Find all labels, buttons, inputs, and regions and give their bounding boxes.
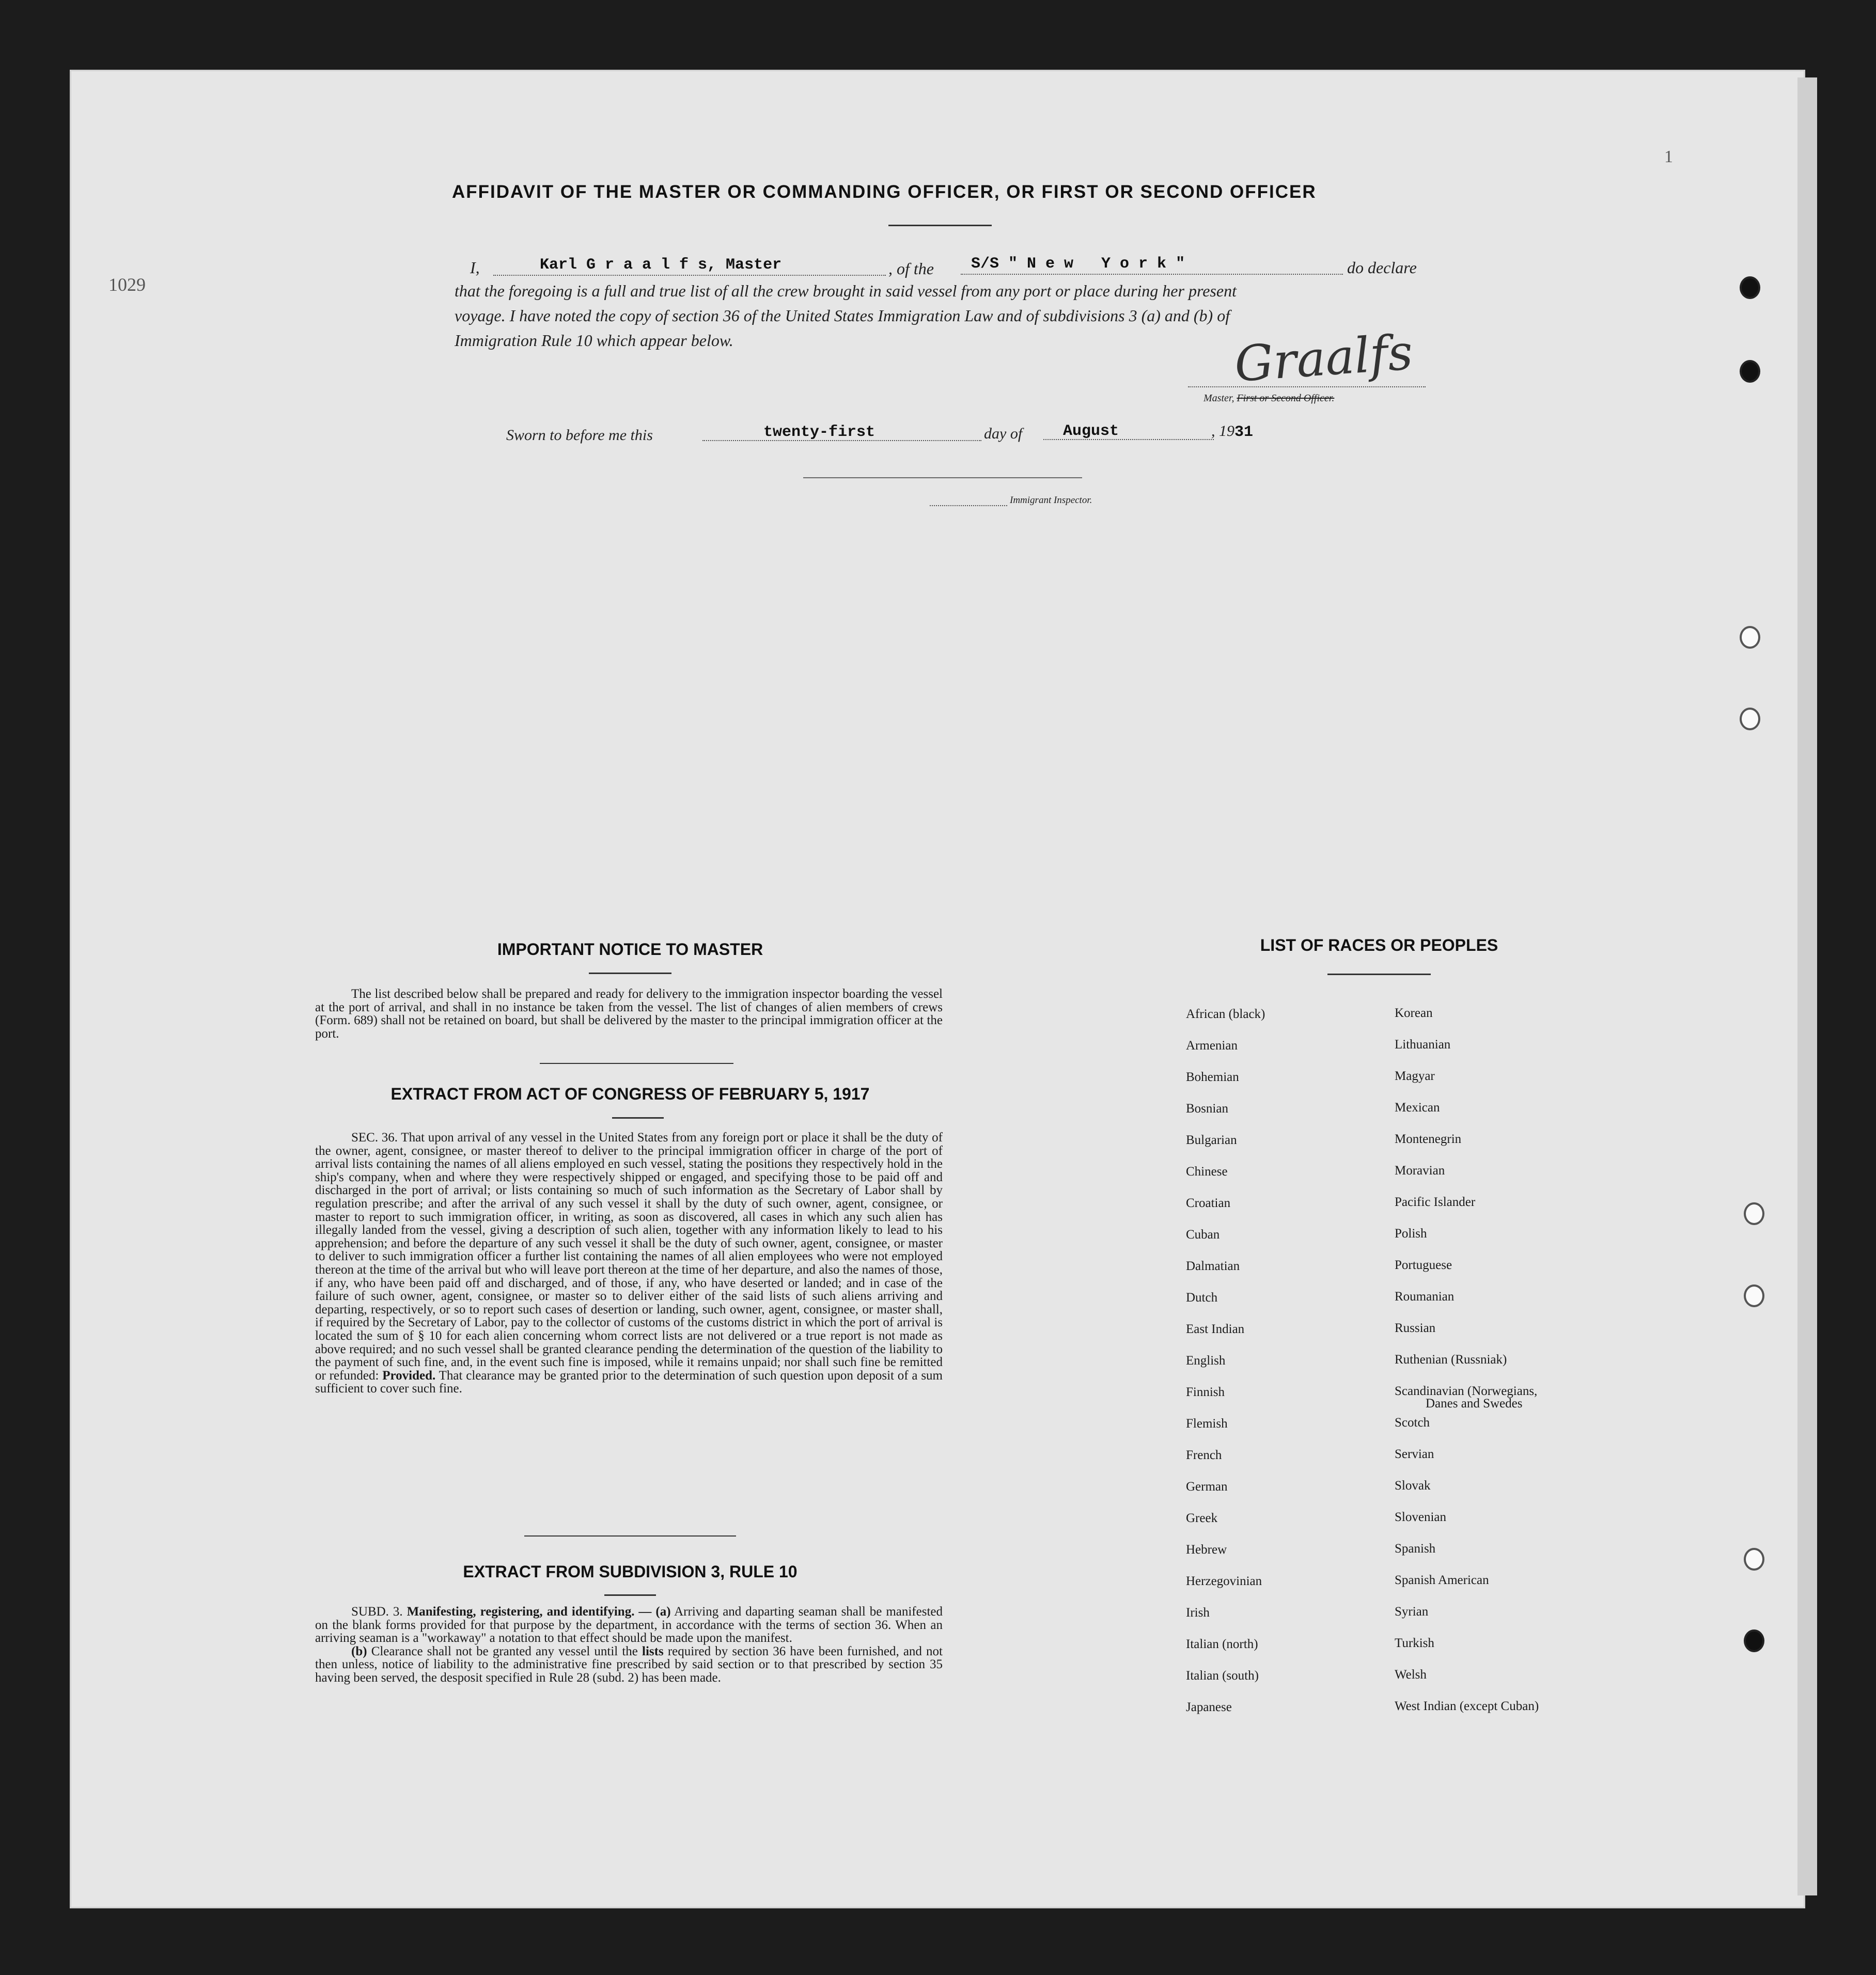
race-left-8: Cuban bbox=[1186, 1228, 1220, 1242]
race-left-7: Croatian bbox=[1186, 1196, 1231, 1210]
race-right-19: Spanish American bbox=[1395, 1573, 1489, 1587]
affidavit-line-3: voyage. I have noted the copy of section 36 of the United States Immigration Law and of subdivisions 3 (a) and (b) of bbox=[455, 306, 1230, 325]
corner-mark: 1 bbox=[1664, 147, 1673, 166]
notice-body bbox=[315, 988, 943, 1040]
notice-title: IMPORTANT NOTICE TO MASTER bbox=[497, 940, 763, 959]
race-right-15: Servian bbox=[1395, 1447, 1434, 1461]
year-prefix: , 19 bbox=[1211, 422, 1234, 440]
rule-subd-label: SUBD. 3. bbox=[351, 1605, 403, 1619]
section-divider bbox=[540, 1063, 733, 1064]
notice-text: The list described below shall be prepared and ready for delivery to the immigration inspector boarding the vessel at the port of arrival, and shall in no instance be taken from the vessel. The list of changes of alien members of crews (Form. 689) shall not be retained on board, but shall be delivered by the master to the principal immigration officer at the port. bbox=[315, 987, 943, 1041]
binder-hole bbox=[1744, 1629, 1764, 1652]
year-field: 31 bbox=[1234, 424, 1254, 441]
race-left-22: Italian (south) bbox=[1186, 1669, 1259, 1683]
sworn-prefix: Sworn to before me this bbox=[506, 427, 653, 444]
rule-subd-b-text-2: required by section 36 have been furnished, and not then unless, notice of liability to the administrative fine prescribed by said section or to that prescribed by section 35 having been served, the desposit specified in Rule 28 (subd. 2) has been made. bbox=[315, 1644, 943, 1685]
race-right-2: Lithuanian bbox=[1395, 1038, 1451, 1052]
margin-stamp-number: 1029 bbox=[108, 274, 146, 295]
affidavit-line-2: that the foregoing is a full and true list of all the crew brought in said vessel from any port or place during her present bbox=[455, 281, 1237, 300]
race-right-14: Scotch bbox=[1395, 1416, 1430, 1430]
signature-caption bbox=[1203, 393, 1334, 404]
race-right-20: Syrian bbox=[1395, 1605, 1429, 1619]
affidavit-i: I, bbox=[470, 258, 480, 277]
race-right-13-cont: Danes and Swedes bbox=[1426, 1397, 1523, 1410]
sworn-month-line bbox=[1043, 439, 1214, 440]
race-left-14: Flemish bbox=[1186, 1417, 1228, 1431]
race-left-6: Chinese bbox=[1186, 1165, 1228, 1179]
race-right-1: Korean bbox=[1395, 1006, 1433, 1020]
binder-hole bbox=[1740, 626, 1760, 649]
sworn-month-field: August bbox=[1063, 422, 1119, 440]
races-title: LIST OF RACES OR PEOPLES bbox=[1260, 936, 1498, 954]
affidavit-title: AFFIDAVIT OF THE MASTER OR COMMANDING OFFICER, OR FIRST OR SECOND OFFICER bbox=[452, 182, 1317, 202]
race-right-16: Slovak bbox=[1395, 1479, 1431, 1493]
race-left-23: Japanese bbox=[1186, 1700, 1232, 1714]
section-divider bbox=[524, 1535, 736, 1537]
race-left-9: Dalmatian bbox=[1186, 1259, 1240, 1273]
rule-subd-a-text: Arriving and daparting seaman shall be manifested on the blank forms provided for that purpose by the department, in accordance with the terms of section 36. When an arriving seaman is a "workaway" a notation to that effect should be made upon the manifest. bbox=[315, 1605, 943, 1645]
rule-title: EXTRACT FROM SUBDIVISION 3, RULE 10 bbox=[463, 1562, 798, 1581]
race-left-20: Irish bbox=[1186, 1606, 1210, 1620]
act-provided: Provided. bbox=[382, 1368, 436, 1383]
race-right-3: Magyar bbox=[1395, 1069, 1435, 1083]
master-signature: Graalfs bbox=[1232, 324, 1415, 393]
caption-struck-officer: First or Second Officer. bbox=[1237, 393, 1335, 404]
binder-hole bbox=[1740, 708, 1760, 730]
title-divider bbox=[888, 225, 992, 226]
sworn-year bbox=[1211, 422, 1253, 441]
race-left-1: African (black) bbox=[1186, 1007, 1265, 1021]
signature-line bbox=[1188, 386, 1426, 387]
race-right-17: Slovenian bbox=[1395, 1510, 1446, 1524]
sworn-day-line bbox=[702, 440, 981, 441]
race-left-19: Herzegovinian bbox=[1186, 1574, 1262, 1588]
race-right-4: Mexican bbox=[1395, 1101, 1440, 1115]
binder-hole bbox=[1744, 1202, 1764, 1225]
rule-subd-a-heading: Manifesting, registering, and identifying. — (a) bbox=[407, 1605, 671, 1619]
race-left-12: English bbox=[1186, 1354, 1226, 1368]
act-divider bbox=[612, 1117, 664, 1119]
binder-hole bbox=[1744, 1284, 1764, 1307]
vessel-line bbox=[961, 274, 1343, 275]
race-left-18: Hebrew bbox=[1186, 1543, 1227, 1557]
rule-divider bbox=[604, 1594, 656, 1596]
sworn-day-field: twenty-first bbox=[763, 424, 876, 441]
rule-subd-b-lists: lists bbox=[642, 1644, 664, 1658]
notice-divider bbox=[589, 973, 671, 974]
race-left-4: Bosnian bbox=[1186, 1102, 1228, 1116]
race-right-8: Polish bbox=[1395, 1227, 1427, 1241]
day-of-label: day of bbox=[984, 425, 1023, 442]
page-edge bbox=[1797, 77, 1817, 1895]
rule-subd-b-heading: (b) bbox=[351, 1644, 367, 1658]
binder-hole bbox=[1740, 276, 1760, 299]
inspector-signature-line bbox=[803, 477, 1082, 478]
race-right-11: Russian bbox=[1395, 1321, 1436, 1335]
rule-body bbox=[315, 1605, 943, 1685]
binder-hole bbox=[1744, 1548, 1764, 1571]
race-right-12: Ruthenian (Russniak) bbox=[1395, 1353, 1507, 1367]
affidavit-line-4: Immigration Rule 10 which appear below. bbox=[455, 331, 733, 350]
act-body bbox=[315, 1131, 943, 1396]
race-right-21: Turkish bbox=[1395, 1636, 1434, 1650]
race-left-11: East Indian bbox=[1186, 1322, 1245, 1336]
race-right-22: Welsh bbox=[1395, 1668, 1427, 1682]
race-right-7: Pacific Islander bbox=[1395, 1195, 1476, 1209]
race-left-16: German bbox=[1186, 1480, 1228, 1494]
master-name-field: Karl G r a a l f s, Master bbox=[540, 256, 782, 274]
act-title: EXTRACT FROM ACT OF CONGRESS OF FEBRUARY 5, 1917 bbox=[390, 1085, 870, 1103]
race-right-18: Spanish bbox=[1395, 1542, 1436, 1556]
race-left-2: Armenian bbox=[1186, 1039, 1238, 1053]
race-right-6: Moravian bbox=[1395, 1164, 1445, 1178]
race-left-3: Bohemian bbox=[1186, 1070, 1239, 1084]
caption-master: Master, bbox=[1203, 393, 1234, 404]
do-declare-label: do declare bbox=[1347, 258, 1417, 277]
race-right-23: West Indian (except Cuban) bbox=[1395, 1699, 1539, 1713]
race-left-15: French bbox=[1186, 1448, 1222, 1462]
vessel-field: S/S " N e w Y o r k " bbox=[971, 255, 1185, 273]
binder-hole bbox=[1740, 360, 1760, 383]
race-left-5: Bulgarian bbox=[1186, 1133, 1237, 1147]
race-right-9: Portuguese bbox=[1395, 1258, 1452, 1272]
of-the-label: , of the bbox=[888, 259, 934, 278]
act-clearance-text: That clearance may be granted prior to the determination of such question upon deposit of a sum sufficient to cover such fine. bbox=[315, 1368, 943, 1396]
inspector-dotted-line bbox=[930, 505, 1007, 506]
race-right-10: Roumanian bbox=[1395, 1290, 1455, 1304]
race-right-5: Montenegrin bbox=[1395, 1132, 1462, 1146]
master-name-line bbox=[493, 275, 886, 276]
race-left-21: Italian (north) bbox=[1186, 1637, 1258, 1651]
race-left-10: Dutch bbox=[1186, 1291, 1218, 1305]
inspector-label: Immigrant Inspector. bbox=[1010, 495, 1092, 506]
act-section-36-text: SEC. 36. That upon arrival of any vessel in the United States from any foreign port or place it shall be the duty of the owner, agent, consignee, or master thereof to deliver to the principal immigration officer in charge of the port of arrival lists containing the names of all aliens employed en such vessel, stating the positions they respectively hold in the ship's company, when and where they were respectively shipped or engaged, and specifying those to be paid off and discharged in the port of arrival; or lists containing so much of such information as the Secretary of Labor shall by regulation prescribe; and after the arrival of any such vessel it shall by the duty of such owner, agent, consignee, or master to report to such immigration officer, in writing, as soon as discovered, all cases in which any such alien has illegally landed from the vessel, giving a description of such alien, together with any information likely to lead to his apprehension; and before the departure of any such vessel it shall be the duty of such owner, agent, consignee, or master to deliver to such immigration officer a further list containing the names of all alien employees who were not employed thereon at the time of the arrival but who will leave port thereon at the time of her departure, and also the names of those, if any, who have been paid off and discharged, and of those, if any, who have deserted or landed; and in case of the failure of such owner, agent, consignee, or master so to deliver either of the said lists of such aliens arriving and departing, respectively, or so to report such cases of desertion or landing, such owner, agent, consignee, or master shall, if required by the Secretary of Labor, pay to the collector of customs of the customs district in which the port of arrival is located the sum of § 10 for each alien concerning whom correct lists are not delivered or a true report is not made as above required; and no such vessel shall be granted clearance pending the determination of the question of the liability to the payment of such fine, and, in the event such fine is imposed, while it remains unpaid; nor shall such fine be remitted or refunded: bbox=[315, 1131, 943, 1383]
race-left-17: Greek bbox=[1186, 1511, 1218, 1525]
race-left-13: Finnish bbox=[1186, 1385, 1225, 1399]
races-divider bbox=[1327, 974, 1431, 975]
rule-subd-b-text-1: Clearance shall not be granted any vessel until the bbox=[371, 1644, 638, 1658]
race-right-13: Scandinavian (Norwegians, bbox=[1395, 1384, 1538, 1398]
